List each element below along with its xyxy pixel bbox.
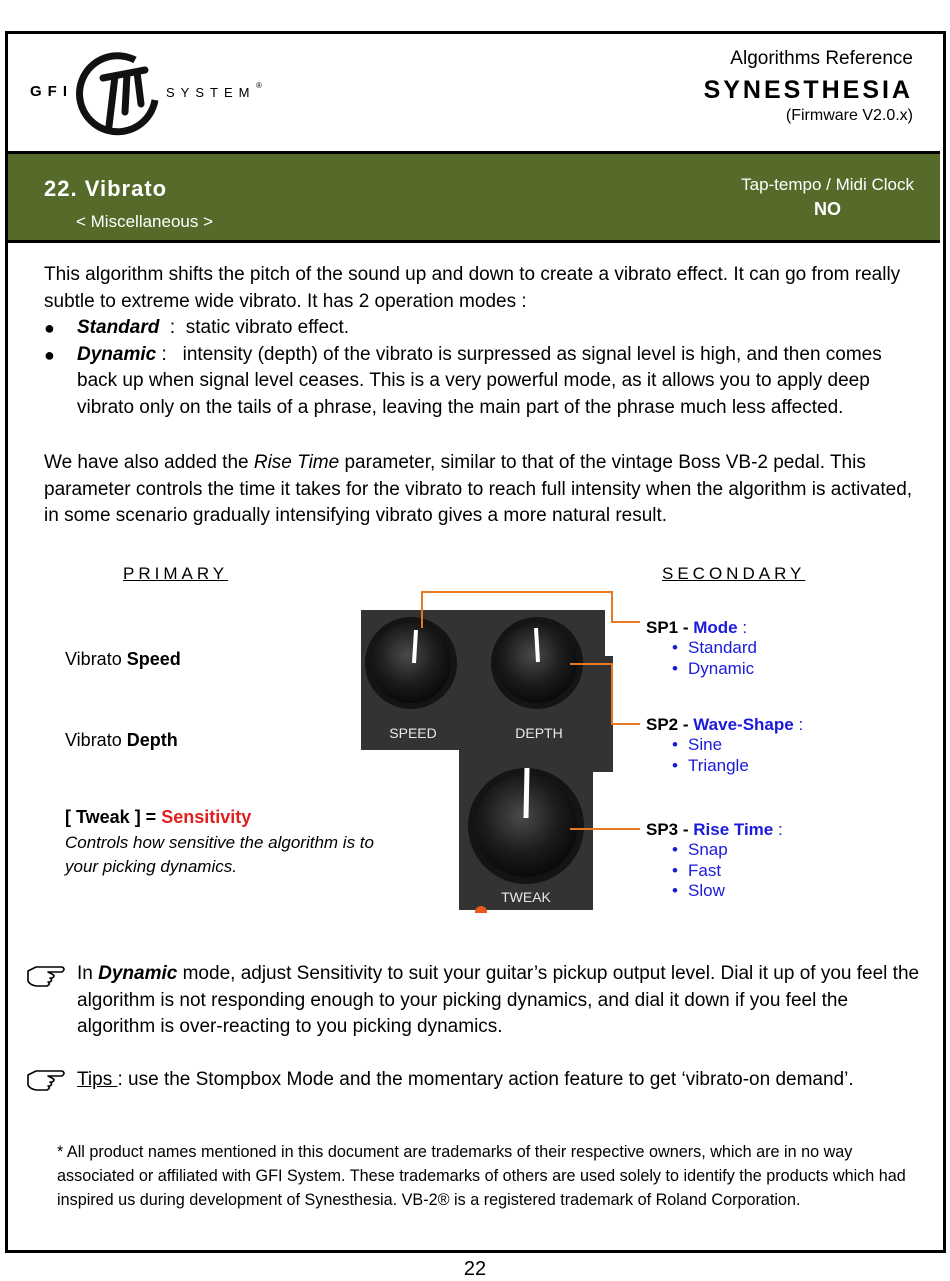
- stompbox-tip: [77, 1067, 927, 1094]
- sp3-param: [646, 820, 783, 902]
- paragraph-text: parameter, similar to that of the vintage Boss VB-2 pedal. This parameter controls the time it takes for the vibrato to reach full intensity when the algorithm is activated, in some scenario gradually intensifying vibrato gives a more natural result.: [44, 452, 913, 526]
- logo-left-text: GFI: [30, 83, 73, 100]
- paragraph-text: We have also added the: [44, 452, 254, 473]
- logo-registered: ®: [256, 81, 262, 90]
- list-item: • Triangle: [688, 756, 803, 777]
- mode-term: Dynamic: [77, 343, 157, 365]
- list-item: • Standard: [688, 638, 757, 659]
- bullet-icon: ●: [44, 318, 55, 338]
- sp-name: Mode: [693, 618, 738, 637]
- list-item: • Snap: [688, 840, 783, 861]
- sp-tag: SP3 -: [646, 820, 694, 839]
- header-product: SYNESTHESIA: [703, 76, 913, 104]
- tap-tempo-value: NO: [814, 199, 842, 219]
- knob-label-depth: DEPTH: [515, 725, 563, 741]
- tweak-param: Sensitivity: [161, 807, 252, 827]
- logo-right-text: SYSTEM: [166, 85, 256, 100]
- label-param: Speed: [126, 649, 181, 669]
- tip-emphasis: Dynamic: [98, 963, 178, 984]
- pointing-hand-icon: [26, 1065, 68, 1095]
- mode-term: Standard: [77, 317, 160, 338]
- list-item: • Sine: [688, 735, 803, 756]
- dynamic-mode-tip: [77, 961, 927, 1041]
- sp-colon: :: [793, 715, 804, 734]
- tip-text: : use the Stompbox Mode and the momentary action feature to get ‘vibrato-on demand’.: [117, 1069, 854, 1090]
- trademark-footnote: * All product names mentioned in this document are trademarks of their respective owners, which are in no way associated or affiliated with GFI System. These trademarks of others are used solely to identify the products which had inspired us during development of Synesthesia. VB-2® is a registered trademark of Roland Corporation.: [57, 1143, 906, 1209]
- tweak-description: Controls how sensitive the algorithm is to your picking dynamics.: [65, 833, 374, 876]
- knob-label-speed: SPEED: [389, 725, 437, 741]
- primary-heading: PRIMARY: [123, 564, 229, 583]
- label-prefix: [ Tweak ] =: [65, 807, 162, 827]
- knob-label-tweak: TWEAK: [501, 889, 551, 905]
- mode-desc: : static vibrato effect.: [159, 317, 350, 338]
- sp-colon: :: [737, 618, 748, 637]
- secondary-heading: SECONDARY: [662, 564, 806, 583]
- header-reference: Algorithms Reference: [730, 48, 913, 69]
- label-param: Depth: [126, 730, 178, 750]
- sp-colon: :: [773, 820, 783, 839]
- list-item: • Slow: [688, 881, 783, 902]
- list-item: • Fast: [688, 861, 783, 882]
- label-prefix: Vibrato: [65, 730, 127, 750]
- sp2-param: [646, 715, 803, 776]
- tip-label: Tips: [77, 1069, 118, 1090]
- sp1-options: [646, 638, 757, 679]
- intro-paragraph: This algorithm shifts the pitch of the sound up and down to create a vibrato effect. It can go from really subtle to extreme wide vibrato. It has 2 operation modes :: [44, 264, 901, 312]
- sp-name: Rise Time: [693, 820, 774, 839]
- mode-desc: : intensity (depth) of the vibrato is surpressed as signal level is high, and then comes back up when signal level ceases. This is a very powerful mode, as it allows you to apply deep vibrato only on the tails of a phrase, leaving the main part of the phrase much less affected.: [77, 343, 888, 418]
- algorithm-category: < Miscellaneous >: [76, 212, 214, 231]
- tip-text: In: [77, 963, 99, 984]
- label-prefix: Vibrato: [65, 649, 127, 669]
- tap-tempo-label: Tap-tempo / Midi Clock: [741, 175, 914, 194]
- list-item: • Dynamic: [688, 659, 757, 680]
- header-firmware: (Firmware V2.0.x): [785, 107, 913, 124]
- bullet-icon: ●: [44, 344, 55, 365]
- sp2-options: [646, 735, 803, 776]
- paragraph-emphasis: Rise Time: [253, 452, 340, 473]
- tip-text: mode, adjust Sensitivity to suit your guitar’s pickup output level. Dial it up of you feel the algorithm is not responding enough to your picking dynamics, and dial it down if you feel the algorithm is over-reacting to you picking dynamics.: [77, 963, 920, 1037]
- sp-tag: SP1 -: [646, 618, 694, 637]
- sp-name: Wave-Shape: [693, 715, 794, 734]
- page-number: 22: [463, 1258, 487, 1280]
- algorithm-title: 22. Vibrato: [44, 176, 168, 201]
- sp1-param: [646, 618, 757, 679]
- pointing-hand-icon: [26, 961, 68, 991]
- sp-tag: SP2 -: [646, 715, 694, 734]
- sp3-options: [646, 840, 783, 902]
